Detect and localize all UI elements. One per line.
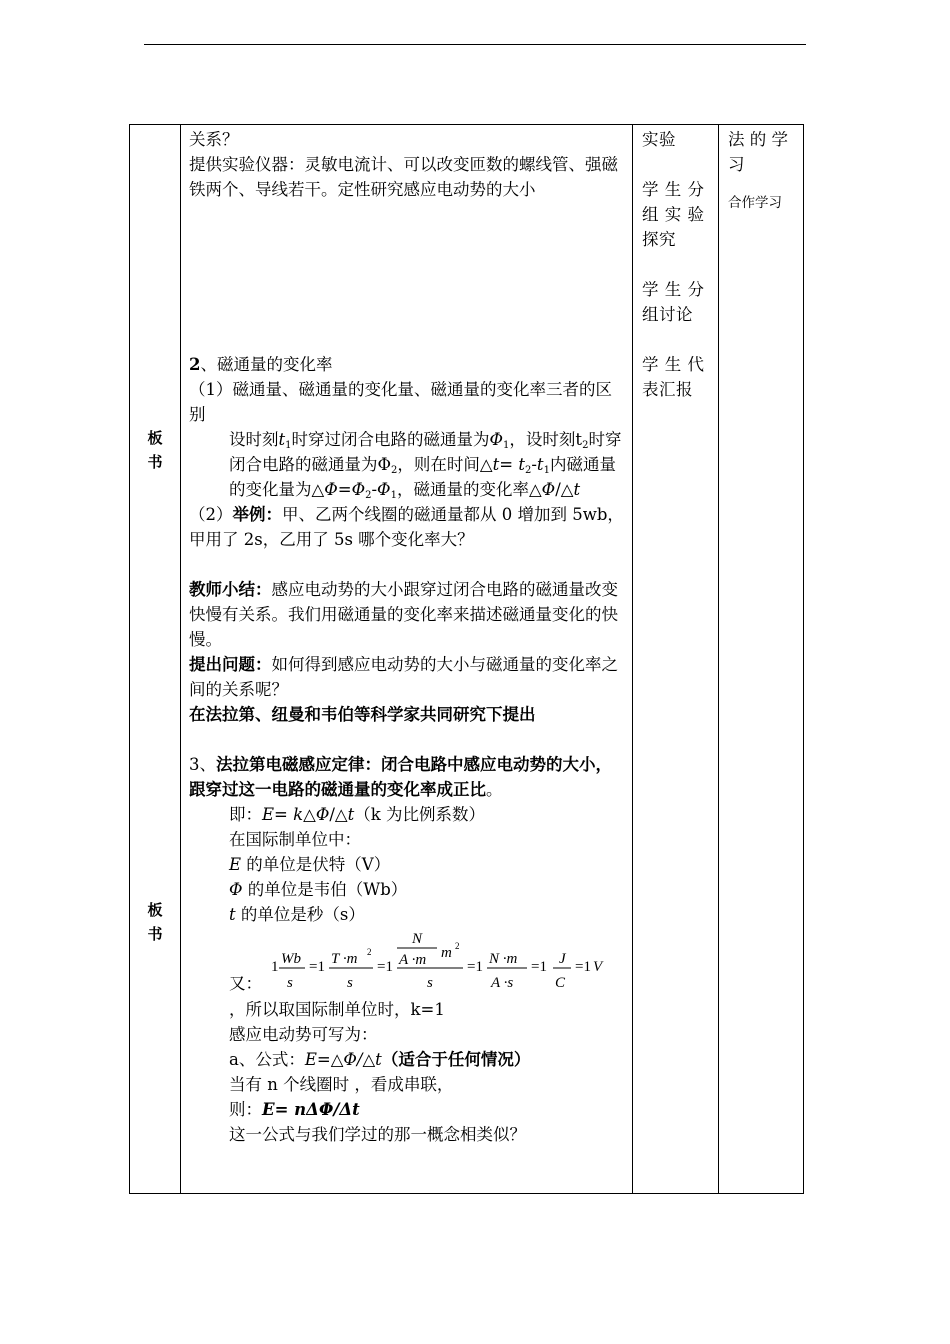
svg-text:T ·m: T ·m xyxy=(331,951,358,967)
example: （2）举例：甲、乙两个线圈的磁通量都从 0 增加到 5wb，甲用了 2s，乙用了 5s 哪个变化率大？ xyxy=(189,505,624,549)
svg-text:s: s xyxy=(287,975,293,991)
lesson-content: 关系？ 提供实验仪器：灵敏电流计、可以改变匝数的螺线管、强磁铁两个、导线若干。定性研究感应电动势的大小 2、磁通量的变化率 （1）磁通量、磁通量的变化量、磁通量的变化率三者的区别 设时刻$t_1$时穿过闭合电路的磁通量为$\Phi_1$，设时刻$t_2$时穿闭合电路的磁通量为$\Phi_2$，则在时间△t= $t_2-t_1$内磁通量的变化量为$\triangle\Phi=\Phi_2-\Phi_1$，磁通量的变化率△Φ/△t （2）举例：甲、乙两个线圈的磁通量都从 0 增加到 5wb，甲用了 2s，乙用了 5s 哪个变化率大？ 教师小结：感应电动势的大小跟穿过闭合电路的磁通量改变快慢有关系。我们用磁通量的变化率来描述磁通量变化的快慢。 提出问题：如何得到感应电动势的大小与磁通量的变化率之间的关系呢？ 在法拉第、纽曼和韦伯等科学家共同研究下提出 3、法拉第电磁感应定律：闭合电路中感应电动势的大小，跟穿过这一电路的磁通量的变化率成正比。 即：E= k△Φ/△t（k 为比例系数） 在国际制单位中： E 的单位是伏特（V） Φ 的单位是韦伯（Wb） t 的单位是秒（s） 又： 1 Wb s =1 T ·m 2 s =1 N A ·m m 2 s =1 N ·m A ·s =1 J C =1 V ，所以取国际制单位时，k=1 感应电动势可写为： a、公式：E=△Φ/△t（适合于任何情况） 当有 n 个线圈时 ，看成串联， 则：E= nΔΦ/Δt 这一公式与我们学过的那一概念相类似？ xyxy=(189,127,627,1147)
svg-text:m: m xyxy=(441,945,452,961)
svg-text:=1: =1 xyxy=(309,959,325,975)
formula-k: 即：E= k△Φ/△t（k 为比例系数） xyxy=(229,805,485,824)
svg-text:A ·s: A ·s xyxy=(491,975,514,991)
lesson-table xyxy=(129,124,804,1194)
unit-equation xyxy=(269,927,629,997)
header-rule xyxy=(144,44,806,45)
svg-text:=1: =1 xyxy=(575,959,591,975)
board-label-top: 板 书 xyxy=(147,429,163,471)
unit-derivation: 又： 1 Wb s =1 T ·m 2 s =1 N A ·m m 2 s =1 N ·m A ·s =1 J C =1 V xyxy=(189,927,627,997)
svg-text:=1: =1 xyxy=(467,959,483,975)
board-label-bottom: 板 书 xyxy=(147,901,163,943)
svg-text:N: N xyxy=(412,931,423,947)
section-2-title: 2、磁通量的变化率 xyxy=(189,355,333,374)
flux-definition: 设时刻$t_1$时穿过闭合电路的磁通量为$\Phi_1$，设时刻$t_2$时穿闭合电路的磁通量为$\Phi_2$，则在时间△t= $t_2-t_1$内磁通量的变化量为$\triangle\Phi=\Phi_2-\Phi_1$，磁通量的变化率△Φ/△t xyxy=(229,430,622,501)
svg-text:2: 2 xyxy=(367,947,372,957)
svg-text:N ·m: N ·m xyxy=(489,951,518,967)
svg-text:J: J xyxy=(559,951,566,967)
svg-text:s: s xyxy=(347,975,353,991)
teaching-methods: 法 的 学习 合作学习 xyxy=(728,130,788,211)
svg-text:s: s xyxy=(427,975,433,991)
faraday-law: 3、法拉第电磁感应定律：闭合电路中感应电动势的大小，跟穿过这一电路的磁通量的变化率成正比。 xyxy=(189,755,612,799)
svg-text:2: 2 xyxy=(455,941,460,951)
student-activities: 实验 学 生 分组 实 验探究 学 生 分组讨论 学 生 代表汇报 xyxy=(642,130,705,399)
svg-text:=1: =1 xyxy=(531,959,547,975)
svg-text:V: V xyxy=(593,959,603,975)
svg-text:C: C xyxy=(555,975,566,991)
teacher-summary: 教师小结：感应电动势的大小跟穿过闭合电路的磁通量改变快慢有关系。我们用磁通量的变化率来描述磁通量变化的快慢。 xyxy=(189,580,618,649)
svg-text:=1: =1 xyxy=(377,959,393,975)
question: 提出问题：如何得到感应电动势的大小与磁通量的变化率之间的关系呢？ xyxy=(189,655,618,699)
svg-text:1: 1 xyxy=(271,959,279,975)
svg-text:Wb: Wb xyxy=(281,951,301,967)
svg-text:A ·m: A ·m xyxy=(399,952,427,968)
